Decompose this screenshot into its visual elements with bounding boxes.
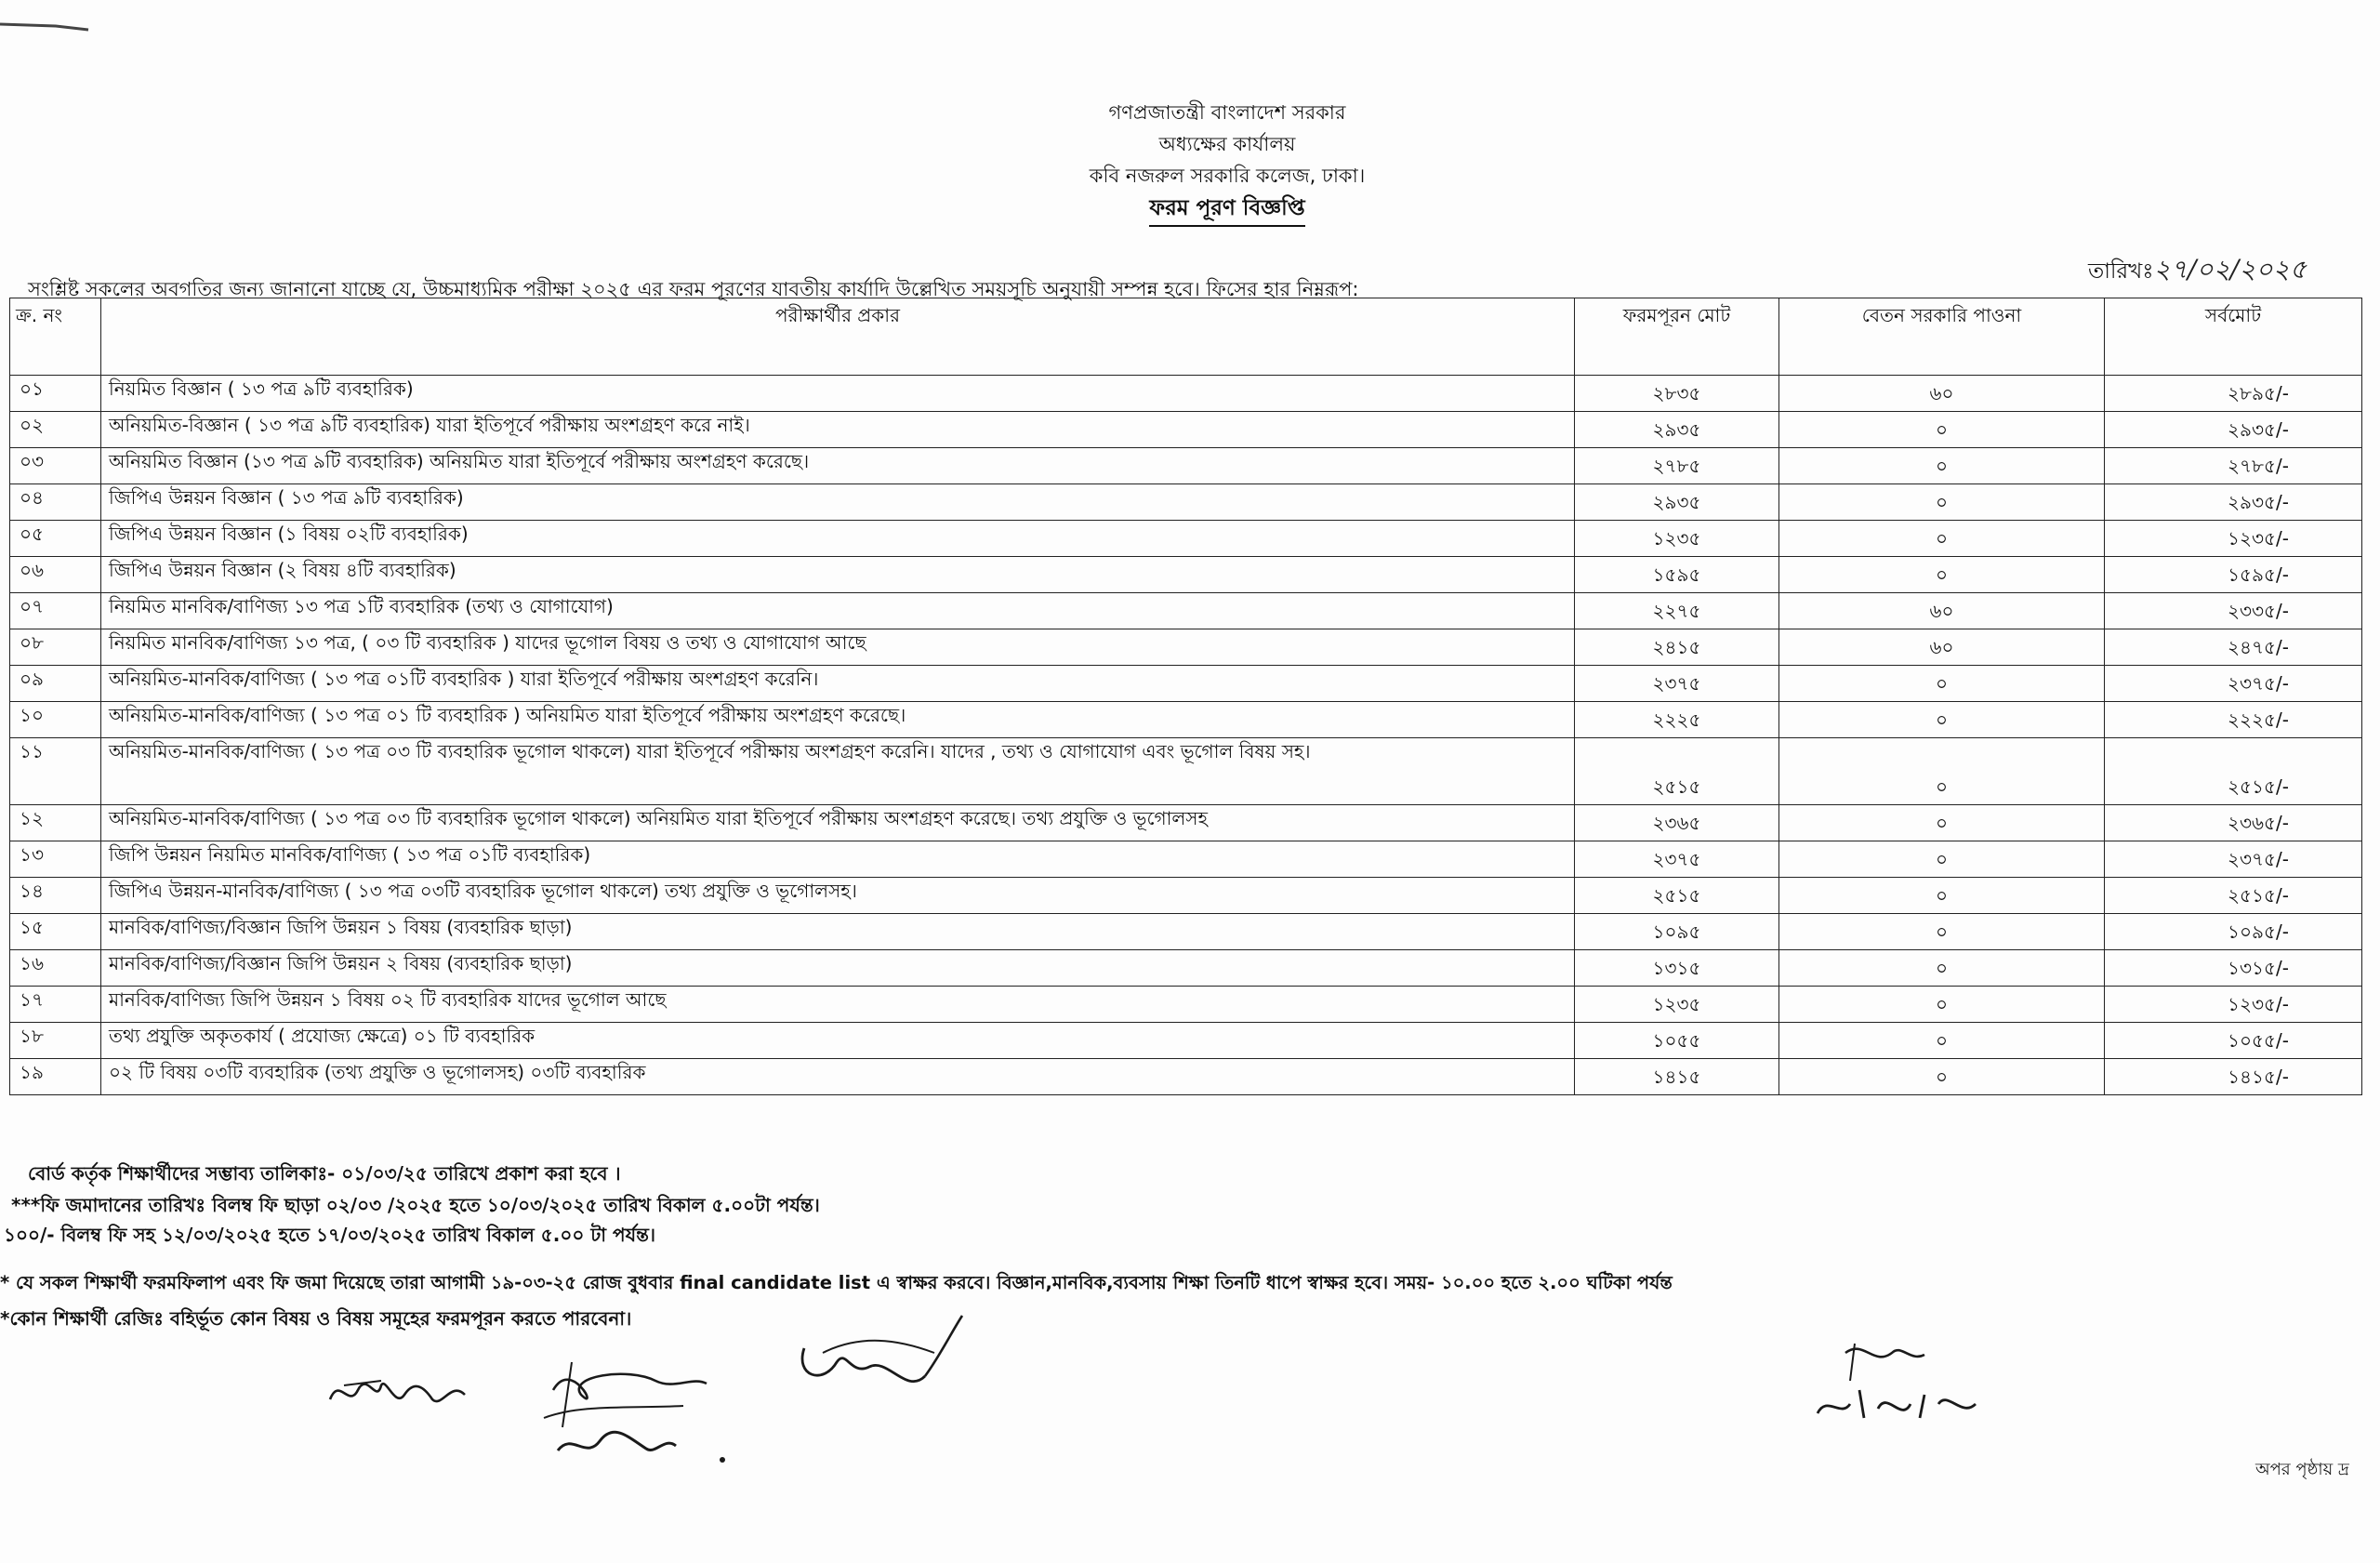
row-salary-dues: ০ — [1779, 987, 2105, 1023]
signing-note: * যে সকল শিক্ষার্থী ফরমফিলাপ এবং ফি জমা দিয়েছে তারা আগামী ১৯-০৩-২৫ রোজ বুধবার final candidate list এ স্বাক্ষর করবে। বিজ্ঞান,মানবিক,ব্যবসায় শিক্ষা তিনটি ধাপে স্বাক্ষর হবে। সময়- ১০.০০ হতে ২.০০ ঘটিকা পর্যন্ত — [0, 1272, 1673, 1293]
row-salary-dues: ০ — [1779, 484, 2105, 521]
late-fee-note: ১০০/- বিলম্ব ফি সহ ১২/০৩/২০২৫ হতে ১৭/০৩/২০২৫ তারিখ বিকাল ৫.০০ টা পর্যন্ত। — [4, 1224, 656, 1246]
office-line: অধ্যক্ষের কার্যালয় — [1158, 133, 1296, 155]
board-list-note: বোর্ড কর্তৃক শিক্ষার্থীদের সম্ভাব্য তালিকাঃ- ০১/০৩/২৫ তারিখে প্রকাশ করা হবে । — [28, 1162, 621, 1185]
row-examinee-type: জিপিএ উন্নয়ন-মানবিক/বাণিজ্য ( ১৩ পত্র ০৩টি ব্যবহারিক ভূগোল থাকলে) তথ্য প্রযুক্তি ও ভূগোলসহ। — [101, 878, 1575, 914]
table-header-row — [10, 298, 2362, 376]
header-salary-dues: বেতন সরকারি পাওনা — [1779, 298, 2105, 376]
row-grand-total: ১০৫৫/- — [2105, 1023, 2362, 1059]
row-serial: ১৯ — [10, 1059, 101, 1095]
row-form-fee: ২৩৭৫ — [1575, 666, 1779, 702]
row-form-fee: ২২৭৫ — [1575, 593, 1779, 629]
table-row — [10, 914, 2362, 950]
row-form-fee: ২৩৬৫ — [1575, 805, 1779, 841]
row-serial: ১১ — [10, 738, 101, 805]
row-salary-dues: ০ — [1779, 878, 2105, 914]
row-grand-total: ২৭৮৫/- — [2105, 448, 2362, 484]
row-salary-dues: ৬০ — [1779, 376, 2105, 412]
row-grand-total: ১৩১৫/- — [2105, 950, 2362, 987]
row-grand-total: ১২৩৫/- — [2105, 987, 2362, 1023]
row-grand-total: ২৮৯৫/- — [2105, 376, 2362, 412]
restriction-note: *কোন শিক্ষার্থী রেজিঃ বহির্ভূত কোন বিষয় ও বিষয় সমূহের ফরমপূরন করতে পারবেনা। — [0, 1307, 632, 1330]
row-salary-dues: ৬০ — [1779, 629, 2105, 666]
row-salary-dues: ০ — [1779, 557, 2105, 593]
table-row — [10, 448, 2362, 484]
row-form-fee: ১০৫৫ — [1575, 1023, 1779, 1059]
row-examinee-type: নিয়মিত মানবিক/বাণিজ্য ১৩ পত্র, ( ০৩ টি ব্যবহারিক ) যাদের ভূগোল বিষয় ও তথ্য ও যোগাযোগ আছে — [101, 629, 1575, 666]
notice-header — [0, 97, 2380, 227]
row-form-fee: ২৭৮৫ — [1575, 448, 1779, 484]
row-salary-dues: ০ — [1779, 448, 2105, 484]
date-label: তারিখঃ — [2088, 259, 2154, 284]
table-row — [10, 412, 2362, 448]
row-serial: ০৮ — [10, 629, 101, 666]
row-serial: ১৭ — [10, 987, 101, 1023]
row-examinee-type: অনিয়মিত-মানবিক/বাণিজ্য ( ১৩ পত্র ০৩ টি ব্যবহারিক ভূগোল থাকলে) অনিয়মিত যারা ইতিপূর্বে পরীক্ষায় অংশগ্রহণ করেছে। তথ্য প্রযুক্তি ও ভূগোলসহ — [101, 805, 1575, 841]
row-examinee-type: জিপি উন্নয়ন নিয়মিত মানবিক/বাণিজ্য ( ১৩ পত্র ০১টি ব্যবহারিক) — [101, 841, 1575, 878]
row-salary-dues: ০ — [1779, 914, 2105, 950]
row-salary-dues: ০ — [1779, 521, 2105, 557]
table-row — [10, 593, 2362, 629]
row-salary-dues: ০ — [1779, 666, 2105, 702]
row-form-fee: ২৫১৫ — [1575, 738, 1779, 805]
row-serial: ১৩ — [10, 841, 101, 878]
row-serial: ১৬ — [10, 950, 101, 987]
row-examinee-type: জিপিএ উন্নয়ন বিজ্ঞান (১ বিষয় ০২টি ব্যবহারিক) — [101, 521, 1575, 557]
row-grand-total: ২৩৭৫/- — [2105, 666, 2362, 702]
row-salary-dues: ০ — [1779, 738, 2105, 805]
row-form-fee: ১০৯৫ — [1575, 914, 1779, 950]
table-row — [10, 521, 2362, 557]
row-serial: ০৩ — [10, 448, 101, 484]
row-grand-total: ২৪৭৫/- — [2105, 629, 2362, 666]
row-examinee-type: অনিয়মিত বিজ্ঞান (১৩ পত্র ৯টি ব্যবহারিক) অনিয়মিত যারা ইতিপূর্বে পরীক্ষায় অংশগ্রহণ করেছে। — [101, 448, 1575, 484]
row-serial: ১২ — [10, 805, 101, 841]
row-form-fee: ১২৩৫ — [1575, 521, 1779, 557]
row-examinee-type: মানবিক/বাণিজ্য/বিজ্ঞান জিপি উন্নয়ন ১ বিষয় (ব্যবহারিক ছাড়া) — [101, 914, 1575, 950]
date-value: ২৭/০২/২০২৫ — [2153, 254, 2307, 285]
table-row — [10, 841, 2362, 878]
row-serial: ১৮ — [10, 1023, 101, 1059]
row-form-fee: ১৩১৫ — [1575, 950, 1779, 987]
table-row — [10, 805, 2362, 841]
table-row — [10, 484, 2362, 521]
row-examinee-type: অনিয়মিত-বিজ্ঞান ( ১৩ পত্র ৯টি ব্যবহারিক) যারা ইতিপূর্বে পরীক্ষায় অংশগ্রহণ করে নাই। — [101, 412, 1575, 448]
row-examinee-type: জিপিএ উন্নয়ন বিজ্ঞান (২ বিষয় ৪টি ব্যবহারিক) — [101, 557, 1575, 593]
scan-corner-mark — [0, 20, 93, 33]
header-examinee-type: পরীক্ষার্থীর প্রকার — [101, 298, 1575, 376]
row-examinee-type: নিয়মিত বিজ্ঞান ( ১৩ পত্র ৯টি ব্যবহারিক) — [101, 376, 1575, 412]
row-grand-total: ২৩৬৫/- — [2105, 805, 2362, 841]
row-form-fee: ২৮৩৫ — [1575, 376, 1779, 412]
row-examinee-type: তথ্য প্রযুক্তি অকৃতকার্য ( প্রযোজ্য ক্ষেত্রে) ০১ টি ব্যবহারিক — [101, 1023, 1575, 1059]
row-examinee-type: অনিয়মিত-মানবিক/বাণিজ্য ( ১৩ পত্র ০১টি ব্যবহারিক ) যারা ইতিপূর্বে পরীক্ষায় অংশগ্রহণ করেনি। — [101, 666, 1575, 702]
header-form-fee: ফরমপূরন মোট — [1575, 298, 1779, 376]
fee-table-body — [10, 376, 2362, 1095]
row-salary-dues: ০ — [1779, 412, 2105, 448]
table-row — [10, 702, 2362, 738]
row-serial: ০৭ — [10, 593, 101, 629]
row-grand-total: ১২৩৫/- — [2105, 521, 2362, 557]
row-grand-total: ২৫১৫/- — [2105, 738, 2362, 805]
signature-2 — [516, 1339, 730, 1478]
row-form-fee: ২২২৫ — [1575, 702, 1779, 738]
row-examinee-type: মানবিক/বাণিজ্য জিপি উন্নয়ন ১ বিষয় ০২ টি ব্যবহারিক যাদের ভূগোল আছে — [101, 987, 1575, 1023]
row-salary-dues: ০ — [1779, 702, 2105, 738]
fee-deadline-note: ***ফি জমাদানের তারিখঃ বিলম্ব ফি ছাড়া ০২/০৩ /২০২৫ হতে ১০/০৩/২০২৫ তারিখ বিকাল ৫.০০টা পর্যন্ত। — [11, 1194, 820, 1216]
table-row — [10, 1059, 2362, 1095]
row-serial: ০১ — [10, 376, 101, 412]
intro-text: সংশ্লিষ্ট সকলের অবগতির জন্য জানানো যাচ্ছে যে, উচ্চমাধ্যমিক পরীক্ষা ২০২৫ এর ফরম পূরণের যাবতীয় কার্যাদি উল্লেখিত সময়সূচি অনুযায়ী সম্পন্ন হবে। ফিসের হার নিম্নরূপ: — [28, 278, 1359, 300]
row-grand-total: ২৯৩৫/- — [2105, 484, 2362, 521]
row-form-fee: ২৩৭৫ — [1575, 841, 1779, 878]
page-turn-note: অপর পৃষ্ঠায় দ্র — [2255, 1460, 2349, 1479]
row-form-fee: ২৯৩৫ — [1575, 412, 1779, 448]
row-grand-total: ১৫৯৫/- — [2105, 557, 2362, 593]
college-line: কবি নজরুল সরকারি কলেজ, ঢাকা। — [1089, 165, 1366, 187]
row-form-fee: ২৯৩৫ — [1575, 484, 1779, 521]
row-serial: ০২ — [10, 412, 101, 448]
row-serial: ০৯ — [10, 666, 101, 702]
table-row — [10, 878, 2362, 914]
row-examinee-type: অনিয়মিত-মানবিক/বাণিজ্য ( ১৩ পত্র ০৩ টি ব্যবহারিক ভূগোল থাকলে) যারা ইতিপূর্বে পরীক্ষায় অংশগ্রহণ করেনি। যাদের , তথ্য ও যোগাযোগ এবং ভূগোল বিষয় সহ। — [101, 738, 1575, 805]
notice-title: ফরম পূরণ বিজ্ঞপ্তি — [1149, 192, 1304, 227]
row-salary-dues: ০ — [1779, 1023, 2105, 1059]
row-grand-total: ২৩৭৫/- — [2105, 841, 2362, 878]
government-line: গণপ্রজাতন্ত্রী বাংলাদেশ সরকার — [1108, 101, 1346, 124]
signature-1 — [325, 1367, 474, 1423]
row-salary-dues: ০ — [1779, 841, 2105, 878]
row-form-fee: ২৪১৫ — [1575, 629, 1779, 666]
row-serial: ০৫ — [10, 521, 101, 557]
row-serial: ১০ — [10, 702, 101, 738]
row-examinee-type: ০২ টি বিষয় ০৩টি ব্যবহারিক (তথ্য প্রযুক্তি ও ভূগোলসহ) ০৩টি ব্যবহারিক — [101, 1059, 1575, 1095]
row-grand-total: ২৩৩৫/- — [2105, 593, 2362, 629]
row-grand-total: ১০৯৫/- — [2105, 914, 2362, 950]
row-form-fee: ২৫১৫ — [1575, 878, 1779, 914]
row-salary-dues: ৬০ — [1779, 593, 2105, 629]
row-grand-total: ২২২৫/- — [2105, 702, 2362, 738]
row-salary-dues: ০ — [1779, 805, 2105, 841]
row-examinee-type: অনিয়মিত-মানবিক/বাণিজ্য ( ১৩ পত্র ০১ টি ব্যবহারিক ) অনিয়মিত যারা ইতিপূর্বে পরীক্ষায় অংশগ্রহণ করেছে। — [101, 702, 1575, 738]
row-grand-total: ২৯৩৫/- — [2105, 412, 2362, 448]
table-row — [10, 629, 2362, 666]
table-row — [10, 1023, 2362, 1059]
row-serial: ০৬ — [10, 557, 101, 593]
row-form-fee: ১৪১৫ — [1575, 1059, 1779, 1095]
row-examinee-type: মানবিক/বাণিজ্য/বিজ্ঞান জিপি উন্নয়ন ২ বিষয় (ব্যবহারিক ছাড়া) — [101, 950, 1575, 987]
row-salary-dues: ০ — [1779, 950, 2105, 987]
row-examinee-type: জিপিএ উন্নয়ন বিজ্ঞান ( ১৩ পত্র ৯টি ব্যবহারিক) — [101, 484, 1575, 521]
row-serial: ১৪ — [10, 878, 101, 914]
row-form-fee: ১৫৯৫ — [1575, 557, 1779, 593]
signature-principal — [1799, 1325, 2003, 1437]
table-row — [10, 987, 2362, 1023]
row-grand-total: ১৪১৫/- — [2105, 1059, 2362, 1095]
fee-table — [9, 298, 2362, 1095]
row-serial: ১৫ — [10, 914, 101, 950]
table-row — [10, 376, 2362, 412]
table-row — [10, 950, 2362, 987]
header-grand-total: সর্বমোট — [2105, 298, 2362, 376]
table-row — [10, 738, 2362, 805]
table-row — [10, 557, 2362, 593]
table-row — [10, 666, 2362, 702]
row-examinee-type: নিয়মিত মানবিক/বাণিজ্য ১৩ পত্র ১টি ব্যবহারিক (তথ্য ও যোগাযোগ) — [101, 593, 1575, 629]
row-form-fee: ১২৩৫ — [1575, 987, 1779, 1023]
signature-3 — [786, 1311, 981, 1413]
header-serial: ক্র. নং — [10, 298, 101, 376]
row-salary-dues: ০ — [1779, 1059, 2105, 1095]
row-serial: ০৪ — [10, 484, 101, 521]
row-grand-total: ২৫১৫/- — [2105, 878, 2362, 914]
